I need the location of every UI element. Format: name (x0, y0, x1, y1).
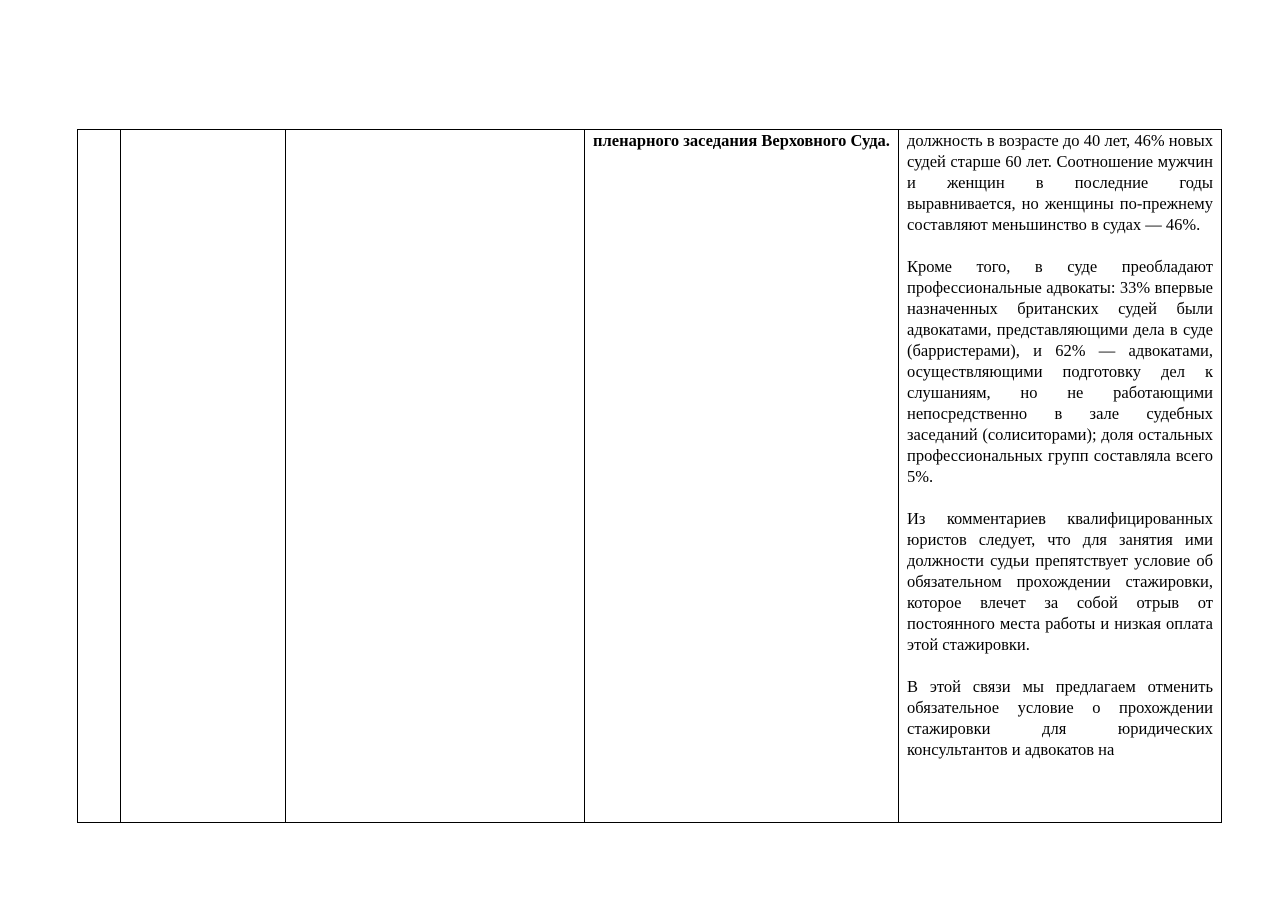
paragraph: должность в возрасте до 40 лет, 46% новых судей старше 60 лет. Соотношение мужчин и женщин в последние годы выравнивается, но женщины по-прежнему составляют меньшинство в судах — 46%. (907, 131, 1213, 234)
paragraph: Из комментариев квалифицированных юристов следует, что для занятия ими должности судьи препятствует условие об обязательном прохождении стажировки, которое влечет за собой отрыв от постоянного места работы и низкая оплата этой стажировки. (907, 509, 1213, 654)
cell-paragraphs (899, 130, 1221, 760)
document-table (77, 129, 1222, 823)
table-cell-3 (286, 130, 585, 823)
paragraph: В этой связи мы предлагаем отменить обязательное условие о прохождении стажировки для юридических консультантов и адвокатов на (907, 677, 1213, 759)
table-cell-5 (899, 130, 1222, 823)
cell-bold-text: пленарного заседания Верховного Суда. (593, 131, 890, 150)
paragraph: Кроме того, в суде преобладают профессиональные адвокаты: 33% впервые назначенных британских судей были адвокатами, представляющими дела в суде (барристерами), и 62% — адвокатами, осуществляющими подготовку дел к слушаниям, но не работающими непосредственно в зале судебных заседаний (солиситорами); доля остальных профессиональных групп составляла всего 5%. (907, 257, 1213, 486)
table-row (78, 130, 1222, 823)
table-cell-2 (121, 130, 286, 823)
table-cell-4 (585, 130, 899, 823)
table-cell-number (78, 130, 121, 823)
